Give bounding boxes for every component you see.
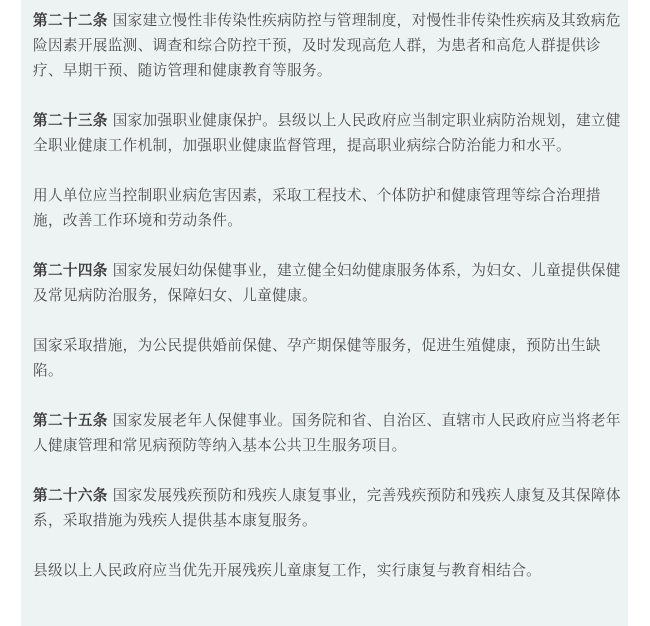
article-text: 用人单位应当控制职业病危害因素，采取工程技术、个体防护和健康管理等综合治理措施，改善工作环境和劳动条件。 [33,187,601,229]
article-text: 国家发展老年人保健事业。国务院和省、自治区、直辖市人民政府应当将老年人健康管理和常见病预防等纳入基本公共卫生服务项目。 [33,412,621,454]
article-text: 国家发展妇幼保健事业，建立健全妇幼健康服务体系，为妇女、儿童提供保健及常见病防治服务，保障妇女、儿童健康。 [33,262,621,304]
article-label: 第二十五条 [33,412,108,429]
article-label: 第二十四条 [33,262,108,279]
article-paragraph-25 [33,408,623,458]
article-text: 国家采取措施，为公民提供婚前保健、孕产期保健等服务，促进生殖健康，预防出生缺陷。 [33,337,601,379]
article-paragraph-23-clause-2 [33,183,623,233]
article-paragraph-22 [33,8,623,83]
article-label: 第二十二条 [33,12,108,29]
article-paragraph-24 [33,258,623,308]
article-text: 国家发展残疾预防和残疾人康复事业，完善残疾预防和残疾人康复及其保障体系，采取措施为残疾人提供基本康复服务。 [33,487,621,529]
article-paragraph-26-clause-2 [33,558,623,583]
article-paragraph-24-clause-2 [33,333,623,383]
article-label: 第二十六条 [33,487,108,504]
article-label: 第二十三条 [33,112,108,129]
article-text: 国家加强职业健康保护。县级以上人民政府应当制定职业病防治规划，建立健全职业健康工作机制，加强职业健康监督管理，提高职业病综合防治能力和水平。 [33,112,621,154]
article-content [33,8,623,608]
article-text: 县级以上人民政府应当优先开展残疾儿童康复工作，实行康复与教育相结合。 [33,562,542,579]
article-text: 国家建立慢性非传染性疾病防控与管理制度，对慢性非传染性疾病及其致病危险因素开展监测、调查和综合防控干预，及时发现高危人群，为患者和高危人群提供诊疗、早期干预、随访管理和健康教育等服务。 [33,12,621,79]
article-paragraph-23 [33,108,623,158]
article-paragraph-26 [33,483,623,533]
